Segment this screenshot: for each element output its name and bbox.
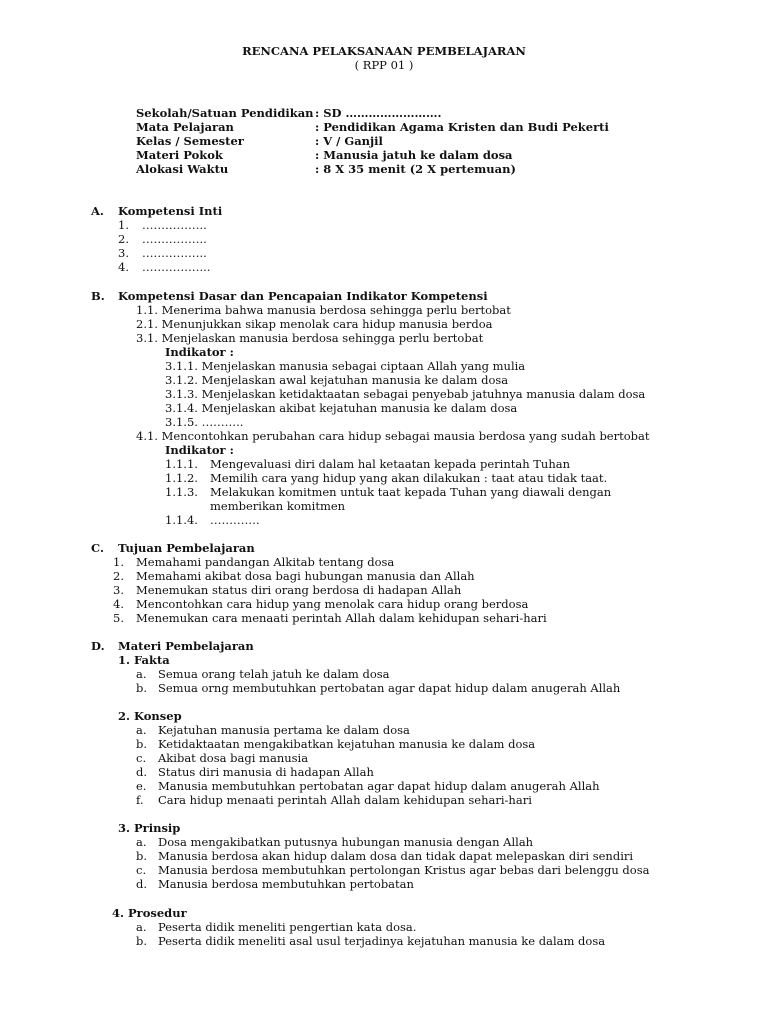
section-a-item-number: 1.	[118, 218, 129, 232]
identity-value-school: : SD …………………….	[315, 106, 442, 120]
identity-label-school: Sekolah/Satuan Pendidikan	[136, 106, 314, 120]
material-item: Ketidaktaatan mengakibatkan kejatuhan manusia ke dalam dosa	[158, 737, 536, 751]
indicator-number: 1.1.1.	[165, 457, 198, 471]
indicator-line: 3.1.4. Menjelaskan akibat kejatuhan manusia ke dalam dosa	[165, 401, 518, 415]
objective-item: Memahami akibat dosa bagi hubungan manusia dan Allah	[136, 569, 475, 583]
material-item-letter: a.	[136, 920, 147, 934]
material-item-letter: a.	[136, 723, 147, 737]
objective-item: Menemukan status diri orang berdosa di hadapan Allah	[136, 583, 462, 597]
material-item-letter: c.	[136, 751, 147, 765]
subsection-heading-fakta: 1. Fakta	[118, 653, 170, 667]
material-item: Manusia berdosa membutuhkan pertolongan Kristus agar bebas dari belenggu dosa	[158, 863, 650, 877]
indicator-line: ………….	[210, 513, 260, 527]
identity-label-subject: Mata Pelajaran	[136, 120, 234, 134]
subsection-heading-prinsip: 3. Prinsip	[118, 821, 181, 835]
section-d-title: Materi Pembelajaran	[118, 639, 254, 653]
objective-number: 5.	[113, 611, 124, 625]
document-title: RENCANA PELAKSANAAN PEMBELAJARAN	[242, 44, 526, 58]
material-item: Kejatuhan manusia pertama ke dalam dosa	[158, 723, 410, 737]
material-item: Semua orang telah jatuh ke dalam dosa	[158, 667, 390, 681]
material-item: Manusia berdosa akan hidup dalam dosa dan tidak dapat melepaskan diri sendiri	[158, 849, 634, 863]
identity-value-topic: : Manusia jatuh ke dalam dosa	[315, 148, 513, 162]
indicator-number: 1.1.3.	[165, 485, 198, 499]
material-item-letter: f.	[136, 793, 144, 807]
section-c-title: Tujuan Pembelajaran	[118, 541, 255, 555]
section-a-item-number: 3.	[118, 246, 129, 260]
section-a-item: ……………...	[142, 260, 211, 274]
material-item-letter: b.	[136, 934, 148, 948]
section-a-item: ……………..	[142, 246, 207, 260]
material-item: Manusia berdosa membutuhkan pertobatan	[158, 877, 414, 891]
material-item: Peserta didik meneliti pengertian kata dosa.	[158, 920, 417, 934]
material-item-letter: a.	[136, 667, 147, 681]
subsection-heading-konsep: 2. Konsep	[118, 709, 182, 723]
material-item-letter: b.	[136, 849, 148, 863]
section-a-letter: A.	[91, 204, 104, 218]
material-item-letter: c.	[136, 863, 147, 877]
objective-item: Mencontohkan cara hidup yang menolak cara hidup orang berdosa	[136, 597, 529, 611]
identity-value-time: : 8 X 35 menit (2 X pertemuan)	[315, 162, 516, 176]
material-item-letter: d.	[136, 877, 148, 891]
identity-value-subject: : Pendidikan Agama Kristen dan Budi Pekerti	[315, 120, 609, 134]
material-item-letter: b.	[136, 737, 148, 751]
material-item: Semua orng membutuhkan pertobatan agar dapat hidup dalam anugerah Allah	[158, 681, 621, 695]
objective-number: 4.	[113, 597, 124, 611]
material-item: Peserta didik meneliti asal usul terjadinya kejatuhan manusia ke dalam dosa	[158, 934, 606, 948]
indicator-line: Mengevaluasi diri dalam hal ketaatan kepada perintah Tuhan	[210, 457, 571, 471]
section-a-item-number: 4.	[118, 260, 129, 274]
competency-line: 2.1. Menunjukkan sikap menolak cara hidup manusia berdoa	[136, 317, 493, 331]
section-c-letter: C.	[91, 541, 104, 555]
identity-value-class: : V / Ganjil	[315, 134, 383, 148]
section-a-item: ……………..	[142, 218, 207, 232]
objective-number: 1.	[113, 555, 124, 569]
material-item: Cara hidup menaati perintah Allah dalam kehidupan sehari-hari	[158, 793, 532, 807]
indicator-line: Melakukan komitmen untuk taat kepada Tuhan yang diawali dengan	[210, 485, 612, 499]
competency-line: 1.1. Menerima bahwa manusia berdosa sehingga perlu bertobat	[136, 303, 511, 317]
indikator-label: Indikator :	[165, 443, 234, 457]
section-a-item: ……………..	[142, 232, 207, 246]
objective-number: 2.	[113, 569, 124, 583]
indicator-line: 3.1.3. Menjelaskan ketidaktaatan sebagai penyebab jatuhnya manusia dalam dosa	[165, 387, 646, 401]
objective-item: Memahami pandangan Alkitab tentang dosa	[136, 555, 395, 569]
material-item-letter: e.	[136, 779, 147, 793]
section-b-title: Kompetensi Dasar dan Pencapaian Indikator Kompetensi	[118, 289, 488, 303]
indikator-label: Indikator :	[165, 345, 234, 359]
section-a-title: Kompetensi Inti	[118, 204, 223, 218]
competency-line: 3.1. Menjelaskan manusia berdosa sehingga perlu bertobat	[136, 331, 484, 345]
section-d-letter: D.	[91, 639, 105, 653]
identity-label-class: Kelas / Semester	[136, 134, 244, 148]
objective-item: Menemukan cara menaati perintah Allah dalam kehidupan sehari-hari	[136, 611, 547, 625]
indicator-line-continuation: memberikan komitmen	[210, 499, 346, 513]
material-item: Manusia membutuhkan pertobatan agar dapat hidup dalam anugerah Allah	[158, 779, 600, 793]
material-item-letter: b.	[136, 681, 148, 695]
section-a-item-number: 2.	[118, 232, 129, 246]
material-item-letter: a.	[136, 835, 147, 849]
section-b-letter: B.	[91, 289, 105, 303]
indicator-line: 3.1.5. ………..	[165, 415, 244, 429]
material-item-letter: d.	[136, 765, 148, 779]
material-item: Akibat dosa bagi manusia	[158, 751, 309, 765]
material-item: Dosa mengakibatkan putusnya hubungan manusia dengan Allah	[158, 835, 534, 849]
indicator-line: 3.1.1. Menjelaskan manusia sebagai ciptaan Allah yang mulia	[165, 359, 526, 373]
objective-number: 3.	[113, 583, 124, 597]
competency-line: 4.1. Mencontohkan perubahan cara hidup sebagai mausia berdosa yang sudah bertobat	[136, 429, 650, 443]
indicator-line: 3.1.2. Menjelaskan awal kejatuhan manusia ke dalam dosa	[165, 373, 509, 387]
material-item: Status diri manusia di hadapan Allah	[158, 765, 374, 779]
indicator-number: 1.1.4.	[165, 513, 198, 527]
indicator-line: Memilih cara yang hidup yang akan dilakukan : taat atau tidak taat.	[210, 471, 608, 485]
document-subtitle: ( RPP 01 )	[354, 58, 414, 72]
indicator-number: 1.1.2.	[165, 471, 198, 485]
identity-label-topic: Materi Pokok	[136, 148, 223, 162]
subsection-heading-prosedur: 4. Prosedur	[112, 906, 187, 920]
identity-label-time: Alokasi Waktu	[136, 162, 229, 176]
